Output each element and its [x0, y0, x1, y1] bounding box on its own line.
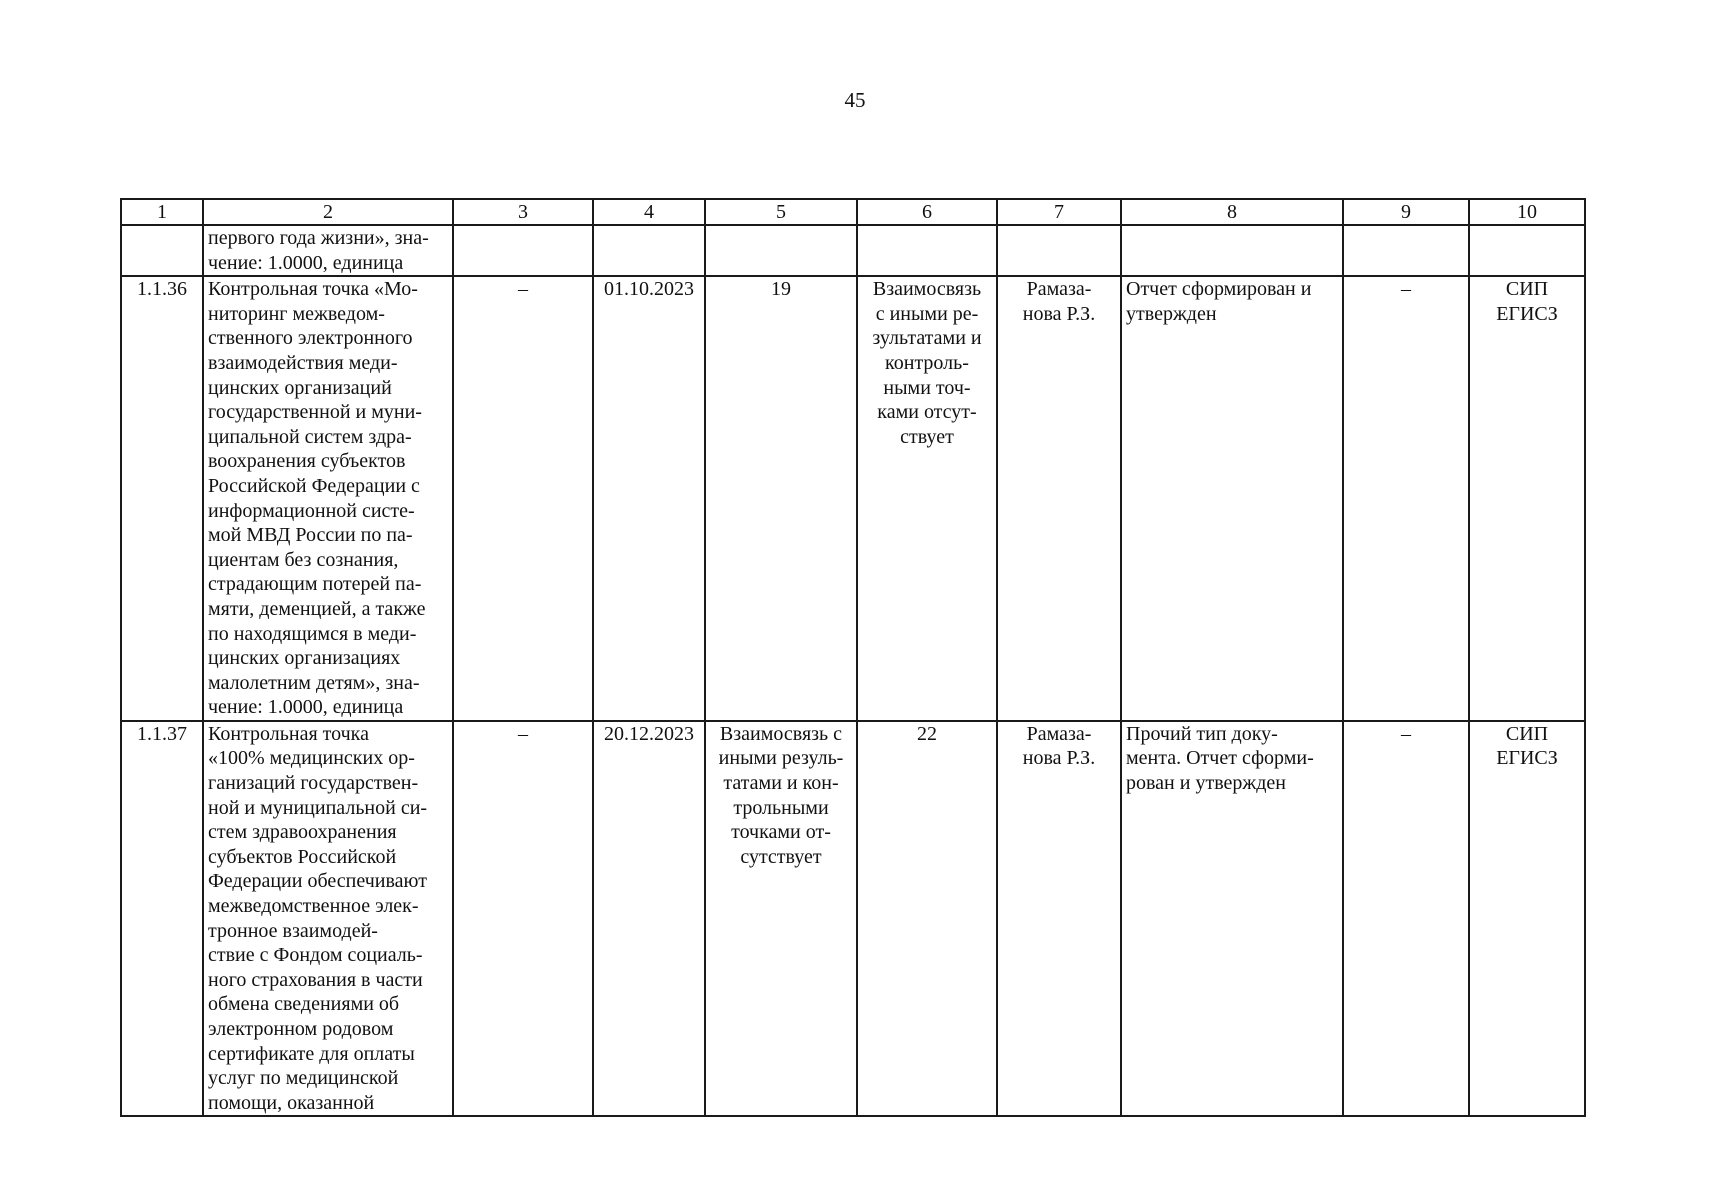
- cell-line: Рамаза-: [1026, 278, 1092, 301]
- cell-col10: [1469, 225, 1585, 276]
- cell-number: [121, 225, 203, 276]
- cell-line: Прочий тип доку-: [1126, 722, 1278, 745]
- cell-line: зультатами и: [872, 327, 982, 350]
- description-line: чение: 1.0000, единица: [208, 696, 404, 719]
- cell-line: точками от-: [731, 821, 831, 844]
- cell-system: [1469, 276, 1585, 721]
- description-line: ного страхования в части: [208, 968, 423, 991]
- cell-line: иными резуль-: [718, 747, 844, 770]
- cell-line: Отчет сформирован и: [1126, 278, 1312, 301]
- description-line: субъектов Российской: [208, 845, 397, 868]
- cell-col8: [1121, 225, 1343, 276]
- description-line: циентам без сознания,: [208, 548, 399, 571]
- cell-line: татами и кон-: [723, 772, 839, 795]
- description-line: первого года жизни», зна-: [208, 227, 429, 249]
- cell-col6: [857, 225, 997, 276]
- cell-col9: –: [1343, 721, 1469, 1117]
- cell-system: [1469, 721, 1585, 1117]
- cell-line: ками отсут-: [877, 401, 977, 424]
- description-line: цинских организаций: [208, 376, 392, 399]
- cell-col5: [705, 721, 857, 1117]
- description-line: воохранения субъектов: [208, 450, 406, 473]
- cell-line: трольными: [733, 796, 829, 819]
- description-line: малолетним детям», зна-: [208, 671, 420, 694]
- cell-col7: [997, 225, 1121, 276]
- cell-line: ными точ-: [883, 376, 971, 399]
- column-number-header: 9: [1343, 199, 1469, 225]
- cell-col6: [857, 721, 997, 1117]
- row-number: 1.1.37: [121, 721, 203, 1117]
- description-line: стем здравоохранения: [208, 821, 397, 844]
- description-line: Российской Федерации с: [208, 474, 420, 497]
- cell-line: Взаимосвязь: [872, 278, 982, 301]
- cell-line: сутствует: [740, 845, 822, 868]
- description-line: информационной систе-: [208, 499, 415, 522]
- cell-line: утвержден: [1126, 302, 1217, 325]
- table-row: [121, 721, 1585, 1117]
- description-line: Федерации обеспечивают: [208, 870, 427, 893]
- cell-date: 20.12.2023: [593, 721, 705, 1117]
- table-row: [121, 276, 1585, 721]
- cell-line: контроль-: [885, 351, 969, 374]
- cell-line: 19: [771, 278, 791, 301]
- cell-date: 01.10.2023: [593, 276, 705, 721]
- cell-line: 22: [917, 722, 937, 745]
- description-line: ципальной систем здра-: [208, 425, 412, 448]
- description-line: Контрольная точка: [208, 722, 369, 745]
- cell-responsible: [997, 276, 1121, 721]
- description-line: ственного электронного: [208, 327, 413, 350]
- column-number-header: 3: [453, 199, 593, 225]
- description-line: межведомственное элек-: [208, 895, 419, 918]
- cell-line: с иными ре-: [875, 302, 979, 325]
- cell-line: нова Р.З.: [1022, 302, 1096, 325]
- page-number: 45: [844, 88, 866, 112]
- description-line: тронное взаимодей-: [208, 919, 378, 942]
- description-line: электронном родовом: [208, 1018, 394, 1040]
- column-number-header: 2: [203, 199, 453, 225]
- cell-line: нова Р.З.: [1022, 747, 1096, 770]
- column-number-header: 4: [593, 199, 705, 225]
- cell-col3: [453, 225, 593, 276]
- cell-description: [203, 276, 453, 721]
- cell-line: ствует: [900, 425, 954, 448]
- cell-responsible: [997, 721, 1121, 1117]
- table-row-continuation: [121, 225, 1585, 276]
- column-number-header-row: [121, 199, 1585, 225]
- description-line: ствие с Фондом социаль-: [208, 944, 423, 967]
- description-line: обмена сведениями об: [208, 993, 400, 1016]
- cell-col4: [593, 225, 705, 276]
- description-line: ганизаций государствен-: [208, 772, 419, 795]
- description-line: Контрольная точка «Мо-: [208, 278, 418, 301]
- cell-col3: –: [453, 276, 593, 721]
- cell-document: [1121, 276, 1343, 721]
- cell-line: СИП: [1505, 278, 1549, 301]
- cell-line: Взаимосвязь с: [719, 722, 843, 745]
- cell-line: Рамаза-: [1026, 722, 1092, 745]
- cell-line: мента. Отчет сформи-: [1126, 747, 1314, 770]
- description-line: ниторинг межведом-: [208, 302, 385, 325]
- description-line: государственной и муни-: [208, 401, 422, 424]
- cell-col9: [1343, 225, 1469, 276]
- cell-line: рован и утвержден: [1126, 772, 1286, 795]
- column-number-header: 6: [857, 199, 997, 225]
- description-line: чение: 1.0000, единица: [208, 251, 404, 274]
- description-line: «100% медицинских ор-: [208, 747, 415, 770]
- cell-line: ЕГИСЗ: [1496, 747, 1558, 770]
- cell-col6: [857, 276, 997, 721]
- cell-description: [203, 721, 453, 1117]
- description-line: мяти, деменцией, а также: [208, 597, 426, 620]
- description-line: помощи, оказанной: [208, 1091, 375, 1114]
- cell-col5: [705, 225, 857, 276]
- row-number: 1.1.36: [121, 276, 203, 721]
- column-number-header: 10: [1469, 199, 1585, 225]
- description-line: ной и муниципальной си-: [208, 796, 428, 819]
- column-number-header: 8: [1121, 199, 1343, 225]
- description-line: по находящимся в меди-: [208, 622, 417, 645]
- cell-description: [203, 225, 453, 276]
- description-line: взаимодействия меди-: [208, 351, 398, 374]
- column-number-header: 5: [705, 199, 857, 225]
- description-line: сертификате для оплаты: [208, 1042, 415, 1065]
- cell-document: [1121, 721, 1343, 1117]
- cell-col3: –: [453, 721, 593, 1117]
- column-number-header: 1: [121, 199, 203, 225]
- schedule-table: [120, 198, 1586, 1117]
- column-number-header: 7: [997, 199, 1121, 225]
- description-line: мой МВД России по па-: [208, 524, 413, 547]
- cell-col5: [705, 276, 857, 721]
- cell-line: СИП: [1505, 722, 1549, 745]
- description-line: страдающим потерей па-: [208, 573, 422, 596]
- description-line: цинских организациях: [208, 647, 401, 670]
- cell-line: ЕГИСЗ: [1496, 302, 1558, 325]
- cell-col9: –: [1343, 276, 1469, 721]
- description-line: услуг по медицинской: [208, 1067, 399, 1090]
